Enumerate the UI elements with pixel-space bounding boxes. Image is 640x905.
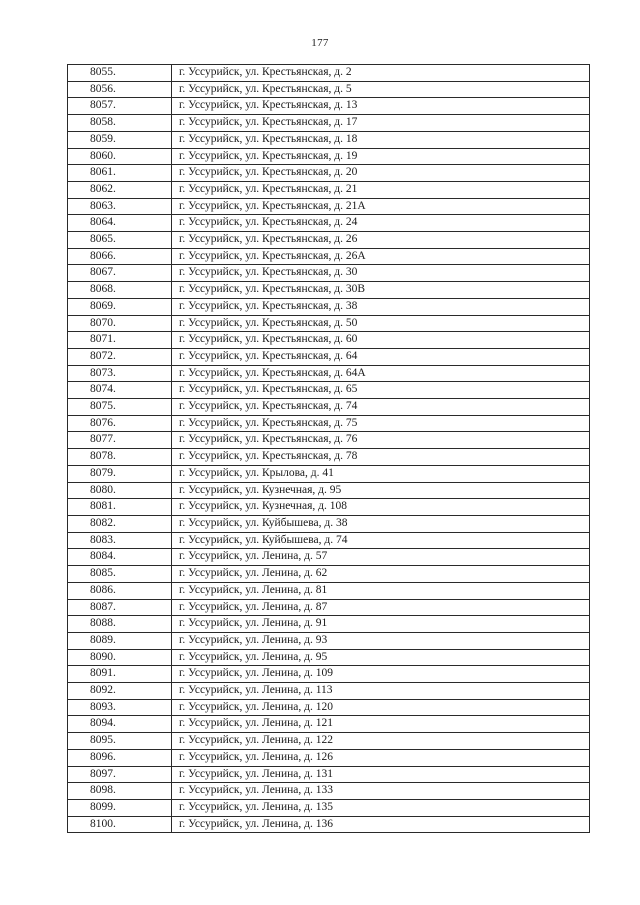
table-row xyxy=(68,315,590,332)
table-row xyxy=(68,232,590,249)
row-number-cell: 8092. xyxy=(68,683,172,700)
row-number-cell: 8069. xyxy=(68,298,172,315)
address-cell: г. Уссурийск, ул. Ленина, д. 87 xyxy=(172,599,590,616)
row-number-cell: 8058. xyxy=(68,115,172,132)
address-cell: г. Уссурийск, ул. Крестьянская, д. 74 xyxy=(172,399,590,416)
table-row xyxy=(68,365,590,382)
row-number-cell: 8065. xyxy=(68,232,172,249)
row-number-cell: 8066. xyxy=(68,248,172,265)
row-number-cell: 8085. xyxy=(68,566,172,583)
address-cell: г. Уссурийск, ул. Крестьянская, д. 13 xyxy=(172,98,590,115)
address-cell: г. Уссурийск, ул. Крестьянская, д. 19 xyxy=(172,148,590,165)
address-cell: г. Уссурийск, ул. Кузнечная, д. 95 xyxy=(172,482,590,499)
table-row xyxy=(68,181,590,198)
table-row xyxy=(68,566,590,583)
address-cell: г. Уссурийск, ул. Крестьянская, д. 64А xyxy=(172,365,590,382)
table-row xyxy=(68,81,590,98)
table-row xyxy=(68,65,590,82)
address-cell: г. Уссурийск, ул. Ленина, д. 109 xyxy=(172,666,590,683)
row-number-cell: 8079. xyxy=(68,465,172,482)
row-number-cell: 8097. xyxy=(68,766,172,783)
table-row xyxy=(68,115,590,132)
row-number-cell: 8093. xyxy=(68,699,172,716)
table-row xyxy=(68,699,590,716)
table-row xyxy=(68,482,590,499)
table-row xyxy=(68,298,590,315)
row-number-cell: 8095. xyxy=(68,733,172,750)
table-row xyxy=(68,399,590,416)
address-table-container xyxy=(67,64,590,833)
address-cell: г. Уссурийск, ул. Ленина, д. 126 xyxy=(172,749,590,766)
address-cell: г. Уссурийск, ул. Ленина, д. 57 xyxy=(172,549,590,566)
table-row xyxy=(68,449,590,466)
table-row xyxy=(68,265,590,282)
row-number-cell: 8096. xyxy=(68,749,172,766)
row-number-cell: 8076. xyxy=(68,415,172,432)
table-row xyxy=(68,432,590,449)
address-cell: г. Уссурийск, ул. Ленина, д. 120 xyxy=(172,699,590,716)
address-cell: г. Уссурийск, ул. Куйбышева, д. 38 xyxy=(172,515,590,532)
row-number-cell: 8057. xyxy=(68,98,172,115)
address-table xyxy=(67,64,590,833)
address-cell: г. Уссурийск, ул. Крестьянская, д. 2 xyxy=(172,65,590,82)
row-number-cell: 8074. xyxy=(68,382,172,399)
address-table-body xyxy=(68,65,590,833)
table-row xyxy=(68,248,590,265)
table-row xyxy=(68,131,590,148)
row-number-cell: 8078. xyxy=(68,449,172,466)
address-cell: г. Уссурийск, ул. Ленина, д. 135 xyxy=(172,799,590,816)
row-number-cell: 8098. xyxy=(68,783,172,800)
row-number-cell: 8062. xyxy=(68,181,172,198)
row-number-cell: 8090. xyxy=(68,649,172,666)
address-cell: г. Уссурийск, ул. Крестьянская, д. 76 xyxy=(172,432,590,449)
address-cell: г. Уссурийск, ул. Кузнечная, д. 108 xyxy=(172,499,590,516)
address-cell: г. Уссурийск, ул. Крестьянская, д. 18 xyxy=(172,131,590,148)
table-row xyxy=(68,165,590,182)
address-cell: г. Уссурийск, ул. Крестьянская, д. 26 xyxy=(172,232,590,249)
address-cell: г. Уссурийск, ул. Ленина, д. 133 xyxy=(172,783,590,800)
address-cell: г. Уссурийск, ул. Ленина, д. 91 xyxy=(172,616,590,633)
address-cell: г. Уссурийск, ул. Крестьянская, д. 30 xyxy=(172,265,590,282)
table-row xyxy=(68,282,590,299)
table-row xyxy=(68,616,590,633)
table-row xyxy=(68,816,590,833)
table-row xyxy=(68,332,590,349)
table-row xyxy=(68,148,590,165)
row-number-cell: 8068. xyxy=(68,282,172,299)
row-number-cell: 8067. xyxy=(68,265,172,282)
row-number-cell: 8055. xyxy=(68,65,172,82)
address-cell: г. Уссурийск, ул. Ленина, д. 113 xyxy=(172,683,590,700)
table-row xyxy=(68,683,590,700)
address-cell: г. Уссурийск, ул. Крестьянская, д. 20 xyxy=(172,165,590,182)
address-cell: г. Уссурийск, ул. Крестьянская, д. 65 xyxy=(172,382,590,399)
table-row xyxy=(68,733,590,750)
row-number-cell: 8070. xyxy=(68,315,172,332)
address-cell: г. Уссурийск, ул. Крестьянская, д. 78 xyxy=(172,449,590,466)
address-cell: г. Уссурийск, ул. Куйбышева, д. 74 xyxy=(172,532,590,549)
row-number-cell: 8064. xyxy=(68,215,172,232)
address-cell: г. Уссурийск, ул. Ленина, д. 95 xyxy=(172,649,590,666)
address-cell: г. Уссурийск, ул. Крестьянская, д. 50 xyxy=(172,315,590,332)
address-cell: г. Уссурийск, ул. Ленина, д. 93 xyxy=(172,632,590,649)
table-row xyxy=(68,532,590,549)
table-row xyxy=(68,582,590,599)
address-cell: г. Уссурийск, ул. Крестьянская, д. 75 xyxy=(172,415,590,432)
table-row xyxy=(68,465,590,482)
address-cell: г. Уссурийск, ул. Ленина, д. 121 xyxy=(172,716,590,733)
address-cell: г. Уссурийск, ул. Ленина, д. 62 xyxy=(172,566,590,583)
row-number-cell: 8072. xyxy=(68,348,172,365)
table-row xyxy=(68,666,590,683)
row-number-cell: 8060. xyxy=(68,148,172,165)
table-row xyxy=(68,499,590,516)
row-number-cell: 8083. xyxy=(68,532,172,549)
table-row xyxy=(68,766,590,783)
address-cell: г. Уссурийск, ул. Крестьянская, д. 17 xyxy=(172,115,590,132)
address-cell: г. Уссурийск, ул. Крестьянская, д. 21 xyxy=(172,181,590,198)
row-number-cell: 8059. xyxy=(68,131,172,148)
row-number-cell: 8056. xyxy=(68,81,172,98)
row-number-cell: 8091. xyxy=(68,666,172,683)
table-row xyxy=(68,599,590,616)
row-number-cell: 8094. xyxy=(68,716,172,733)
table-row xyxy=(68,98,590,115)
row-number-cell: 8082. xyxy=(68,515,172,532)
table-row xyxy=(68,549,590,566)
address-cell: г. Уссурийск, ул. Крылова, д. 41 xyxy=(172,465,590,482)
table-row xyxy=(68,515,590,532)
address-cell: г. Уссурийск, ул. Крестьянская, д. 5 xyxy=(172,81,590,98)
row-number-cell: 8077. xyxy=(68,432,172,449)
row-number-cell: 8100. xyxy=(68,816,172,833)
table-row xyxy=(68,215,590,232)
row-number-cell: 8073. xyxy=(68,365,172,382)
address-cell: г. Уссурийск, ул. Крестьянская, д. 38 xyxy=(172,298,590,315)
row-number-cell: 8084. xyxy=(68,549,172,566)
address-cell: г. Уссурийск, ул. Ленина, д. 81 xyxy=(172,582,590,599)
row-number-cell: 8080. xyxy=(68,482,172,499)
table-row xyxy=(68,415,590,432)
row-number-cell: 8075. xyxy=(68,399,172,416)
row-number-cell: 8099. xyxy=(68,799,172,816)
address-cell: г. Уссурийск, ул. Ленина, д. 136 xyxy=(172,816,590,833)
table-row xyxy=(68,799,590,816)
row-number-cell: 8086. xyxy=(68,582,172,599)
row-number-cell: 8081. xyxy=(68,499,172,516)
table-row xyxy=(68,632,590,649)
table-row xyxy=(68,783,590,800)
address-cell: г. Уссурийск, ул. Крестьянская, д. 24 xyxy=(172,215,590,232)
table-row xyxy=(68,749,590,766)
row-number-cell: 8071. xyxy=(68,332,172,349)
row-number-cell: 8087. xyxy=(68,599,172,616)
table-row xyxy=(68,382,590,399)
row-number-cell: 8088. xyxy=(68,616,172,633)
row-number-cell: 8089. xyxy=(68,632,172,649)
address-cell: г. Уссурийск, ул. Крестьянская, д. 21А xyxy=(172,198,590,215)
row-number-cell: 8063. xyxy=(68,198,172,215)
page-number: 177 xyxy=(311,37,329,49)
address-cell: г. Уссурийск, ул. Ленина, д. 131 xyxy=(172,766,590,783)
table-row xyxy=(68,716,590,733)
table-row xyxy=(68,198,590,215)
table-row xyxy=(68,649,590,666)
address-cell: г. Уссурийск, ул. Крестьянская, д. 30В xyxy=(172,282,590,299)
address-cell: г. Уссурийск, ул. Ленина, д. 122 xyxy=(172,733,590,750)
row-number-cell: 8061. xyxy=(68,165,172,182)
table-row xyxy=(68,348,590,365)
address-cell: г. Уссурийск, ул. Крестьянская, д. 64 xyxy=(172,348,590,365)
address-cell: г. Уссурийск, ул. Крестьянская, д. 26А xyxy=(172,248,590,265)
address-cell: г. Уссурийск, ул. Крестьянская, д. 60 xyxy=(172,332,590,349)
